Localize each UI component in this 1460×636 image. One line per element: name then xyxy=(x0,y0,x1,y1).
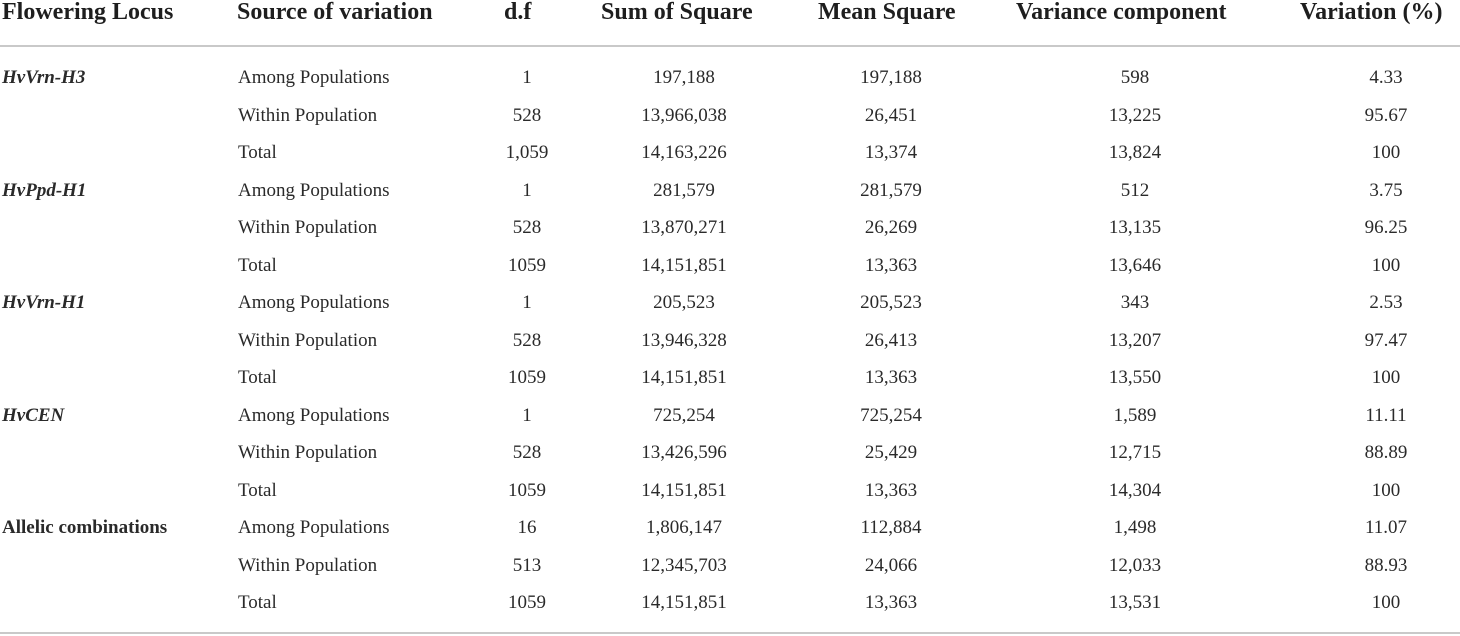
cell-sum-of-square: 12,345,703 xyxy=(641,554,727,576)
cell-variance-component: 12,715 xyxy=(1108,442,1162,463)
cell-sum-of-square: 725,254 xyxy=(653,404,715,426)
cell-sum-of-square: 14,151,851 xyxy=(641,367,727,388)
cell-variance-component: 598 xyxy=(1120,67,1150,88)
cell-variance-component: 343 xyxy=(1120,292,1150,313)
cell-df: 528 xyxy=(512,329,542,351)
cell-source-of-variation: Within Population xyxy=(238,104,378,126)
cell-variance-component: 13,824 xyxy=(1108,142,1162,163)
cell-flowering-locus: HvPpd-H1 xyxy=(2,179,87,201)
cell-source-of-variation: Total xyxy=(238,254,277,276)
cell-source-of-variation: Total xyxy=(238,142,277,163)
cell-source-of-variation: Among Populations xyxy=(238,404,390,426)
table-row xyxy=(0,551,1460,581)
cell-df: 1 xyxy=(522,404,532,426)
header-variation-percent: Variation (%) xyxy=(1300,0,1443,25)
cell-flowering-locus: Allelic combinations xyxy=(2,517,168,538)
cell-df: 1059 xyxy=(508,479,546,501)
cell-source-of-variation: Within Population xyxy=(238,442,378,463)
table-row xyxy=(0,101,1460,131)
cell-mean-square: 197,188 xyxy=(860,67,922,88)
table-row xyxy=(0,401,1460,431)
cell-sum-of-square: 13,946,328 xyxy=(641,329,727,351)
cell-sum-of-square: 14,151,851 xyxy=(641,254,727,276)
table-row xyxy=(0,326,1460,356)
cell-variance-component: 1,498 xyxy=(1113,517,1157,538)
cell-mean-square: 25,429 xyxy=(864,442,918,463)
cell-variation-percent: 2.53 xyxy=(1369,292,1403,313)
cell-variance-component: 14,304 xyxy=(1108,479,1162,501)
cell-variation-percent: 97.47 xyxy=(1364,329,1408,351)
cell-mean-square: 13,363 xyxy=(864,367,918,388)
cell-sum-of-square: 281,579 xyxy=(653,179,715,201)
cell-sum-of-square: 1,806,147 xyxy=(646,517,722,538)
cell-variation-percent: 100 xyxy=(1371,254,1401,276)
table-row xyxy=(0,176,1460,206)
cell-variance-component: 13,531 xyxy=(1108,592,1162,613)
header-source-of-variation: Source of variation xyxy=(237,0,433,25)
cell-mean-square: 26,413 xyxy=(864,329,918,351)
cell-variation-percent: 88.89 xyxy=(1364,442,1408,463)
table-bottom-rule xyxy=(0,632,1460,634)
cell-variance-component: 1,589 xyxy=(1113,404,1157,426)
cell-source-of-variation: Among Populations xyxy=(238,517,390,538)
cell-variance-component: 12,033 xyxy=(1108,554,1162,576)
cell-sum-of-square: 205,523 xyxy=(653,292,715,313)
cell-source-of-variation: Within Population xyxy=(238,329,378,351)
cell-mean-square: 13,363 xyxy=(864,254,918,276)
cell-variation-percent: 96.25 xyxy=(1364,217,1408,238)
cell-variance-component: 13,225 xyxy=(1108,104,1162,126)
cell-source-of-variation: Total xyxy=(238,592,277,613)
cell-mean-square: 725,254 xyxy=(860,404,922,426)
table-row xyxy=(0,213,1460,243)
cell-variation-percent: 100 xyxy=(1371,479,1401,501)
cell-mean-square: 205,523 xyxy=(860,292,922,313)
cell-sum-of-square: 13,966,038 xyxy=(641,104,727,126)
cell-source-of-variation: Total xyxy=(238,367,277,388)
cell-source-of-variation: Among Populations xyxy=(238,292,390,313)
cell-flowering-locus: HvVrn-H1 xyxy=(2,292,86,313)
cell-mean-square: 112,884 xyxy=(860,517,922,538)
cell-variance-component: 13,207 xyxy=(1108,329,1162,351)
cell-variation-percent: 3.75 xyxy=(1369,179,1403,201)
header-mean-square: Mean Square xyxy=(818,0,956,25)
cell-variation-percent: 11.07 xyxy=(1364,517,1408,538)
cell-df: 1059 xyxy=(508,592,546,613)
cell-variance-component: 13,550 xyxy=(1108,367,1162,388)
cell-mean-square: 13,363 xyxy=(864,592,918,613)
table-header-row xyxy=(0,0,1460,26)
cell-source-of-variation: Total xyxy=(238,479,277,501)
cell-variation-percent: 11.11 xyxy=(1365,404,1407,426)
cell-sum-of-square: 14,151,851 xyxy=(641,479,727,501)
cell-df: 1,059 xyxy=(505,142,549,163)
cell-variation-percent: 88.93 xyxy=(1364,554,1408,576)
table-row xyxy=(0,138,1460,168)
cell-variation-percent: 4.33 xyxy=(1369,67,1403,88)
cell-mean-square: 13,374 xyxy=(864,142,918,163)
cell-df: 528 xyxy=(512,442,542,463)
cell-sum-of-square: 13,426,596 xyxy=(641,442,727,463)
cell-variance-component: 512 xyxy=(1120,179,1150,201)
cell-mean-square: 281,579 xyxy=(860,179,922,201)
cell-variation-percent: 100 xyxy=(1371,592,1401,613)
cell-flowering-locus: HvVrn-H3 xyxy=(2,67,86,88)
cell-variation-percent: 100 xyxy=(1371,367,1401,388)
cell-source-of-variation: Among Populations xyxy=(238,179,390,201)
cell-variation-percent: 95.67 xyxy=(1364,104,1408,126)
cell-df: 1059 xyxy=(508,367,546,388)
cell-sum-of-square: 13,870,271 xyxy=(641,217,727,238)
cell-source-of-variation: Within Population xyxy=(238,554,378,576)
cell-mean-square: 26,269 xyxy=(864,217,918,238)
cell-df: 528 xyxy=(512,217,542,238)
cell-variation-percent: 100 xyxy=(1371,142,1401,163)
cell-df: 1059 xyxy=(508,254,546,276)
cell-mean-square: 13,363 xyxy=(864,479,918,501)
header-sum-of-square: Sum of Square xyxy=(601,0,753,25)
table-row xyxy=(0,288,1460,318)
table-row xyxy=(0,251,1460,281)
header-df: d.f xyxy=(504,0,532,25)
cell-mean-square: 24,066 xyxy=(864,554,918,576)
cell-source-of-variation: Among Populations xyxy=(238,67,390,88)
table-row xyxy=(0,438,1460,468)
cell-df: 1 xyxy=(522,292,532,313)
cell-sum-of-square: 14,151,851 xyxy=(641,592,727,613)
cell-df: 1 xyxy=(522,179,532,201)
cell-df: 1 xyxy=(522,67,532,88)
cell-source-of-variation: Within Population xyxy=(238,217,378,238)
cell-variance-component: 13,646 xyxy=(1108,254,1162,276)
table-row xyxy=(0,476,1460,506)
table-row xyxy=(0,63,1460,93)
cell-mean-square: 26,451 xyxy=(864,104,918,126)
table-row xyxy=(0,513,1460,543)
table-row xyxy=(0,363,1460,393)
cell-variance-component: 13,135 xyxy=(1108,217,1162,238)
cell-flowering-locus: HvCEN xyxy=(2,404,65,426)
cell-sum-of-square: 197,188 xyxy=(653,67,715,88)
cell-df: 528 xyxy=(512,104,542,126)
table-row xyxy=(0,588,1460,618)
header-flowering-locus: Flowering Locus xyxy=(2,0,174,25)
cell-df: 513 xyxy=(512,554,542,576)
cell-sum-of-square: 14,163,226 xyxy=(641,142,727,163)
header-divider xyxy=(0,45,1460,47)
cell-df: 16 xyxy=(517,517,537,538)
header-variance-component: Variance component xyxy=(1016,0,1227,25)
